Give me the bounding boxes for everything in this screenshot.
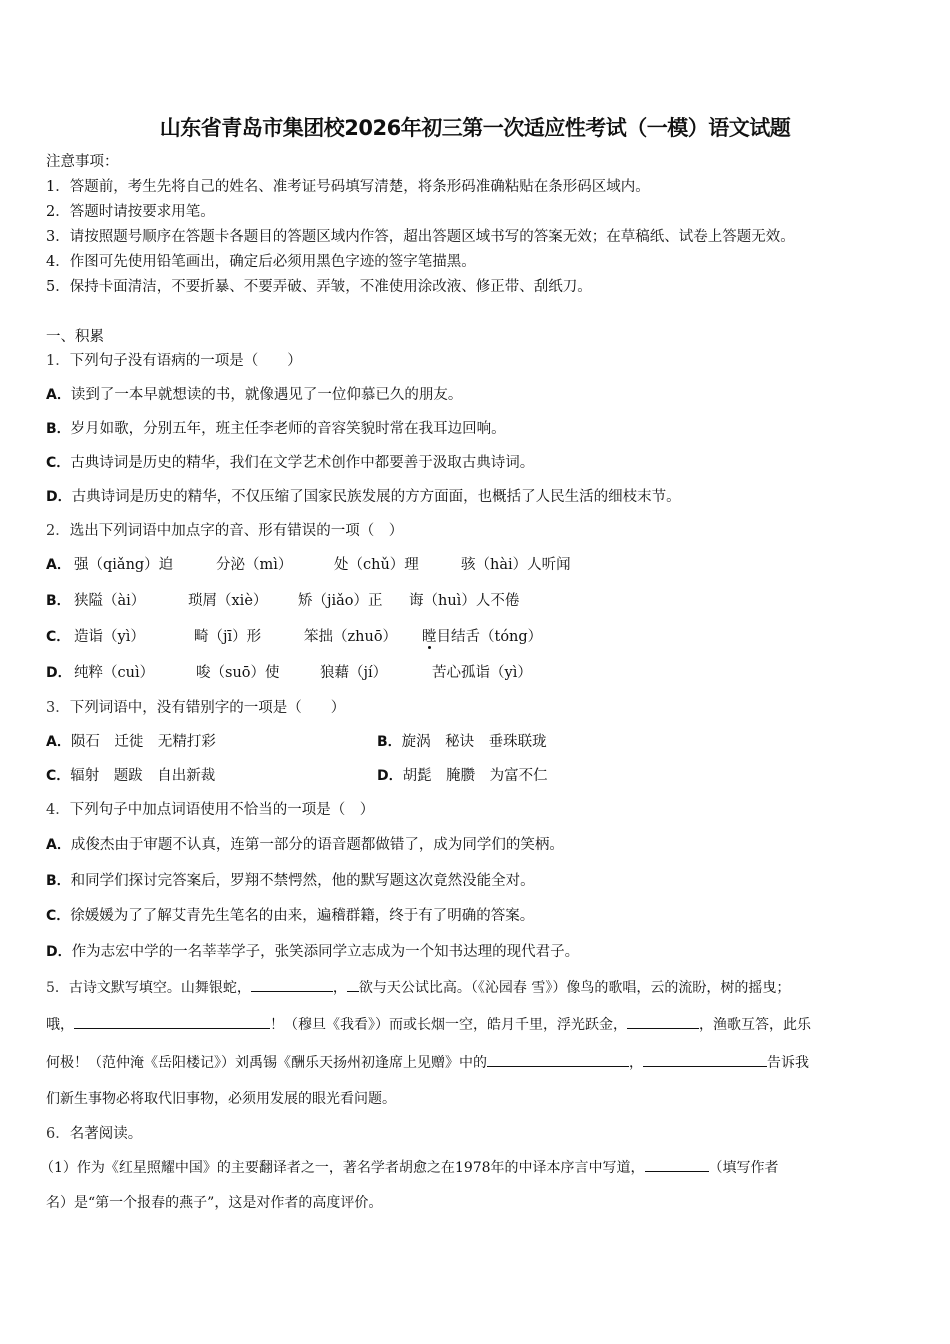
option-text: 古典诗词是历史的精华，我们在文学艺术创作中都要善于汲取古典诗词。 <box>70 455 535 471</box>
option-label: A． <box>46 837 71 853</box>
option-label: B． <box>46 873 71 889</box>
answer-blank[interactable] <box>347 977 359 992</box>
option-label: C． <box>46 629 71 645</box>
question-1-option-c <box>46 453 534 473</box>
option-word: 苦心孤诣（yì） <box>432 665 532 681</box>
option-word: 诲（huì）人不倦 <box>409 593 520 609</box>
question-4-option-c <box>46 906 534 926</box>
notice-item: 2．答题时请按要求用笔。 <box>46 204 215 220</box>
question-number: 1． <box>46 353 70 369</box>
question-6-line-2: 名）是“第一个报春的燕子”，这是对作者的高度评价。 <box>46 1195 383 1211</box>
question-number: 2． <box>46 523 70 539</box>
option-label: D． <box>46 665 72 681</box>
question-text: 选出下列词语中加点字的音、形有错误的一项（ ） <box>69 523 404 539</box>
question-6-stem <box>46 1124 142 1144</box>
option-word: 笨拙（zhuō） <box>304 629 398 645</box>
option-text: 和同学们探讨完答案后，罗翔不禁愕然，他的默写题这次竟然没能全对。 <box>70 873 535 889</box>
question-5-line-4: 们新生事物必将取代旧事物，必须用发展的眼光看问题。 <box>46 1091 396 1107</box>
answer-blank[interactable] <box>251 977 333 992</box>
question-text: 名著阅读。 <box>69 1126 143 1142</box>
option-word: 骇（hài）人听闻 <box>461 557 571 573</box>
question-4-option-d <box>46 942 579 962</box>
answer-blank[interactable] <box>627 1014 699 1029</box>
option-text: 作为志宏中学的一名莘莘学子，张笑添同学立志成为一个知书达理的现代君子。 <box>71 944 580 960</box>
option-word: 造诣（yì） <box>74 629 145 645</box>
question-5-line-2: 哦， ！（穆旦《我看》）而或长烟一空，皓月千里，浮光跃金， ，渔歌互答，此乐 <box>46 1014 811 1035</box>
option-word: 分泌（mì） <box>216 557 293 573</box>
notice-item: 4．作图可先使用铅笔画出，确定后必须用黑色字迹的签字笔描黑。 <box>46 254 476 270</box>
section-heading: 一、积累 <box>46 329 104 345</box>
option-word: 矫（jiǎo）正 <box>298 593 383 609</box>
question-number: 4． <box>46 802 70 818</box>
option-word-rest: 目结舌（tóng） <box>436 629 543 645</box>
option-text: 岁月如歌，分别五年，班主任李老师的音容笑貌时常在我耳边回响。 <box>70 421 506 437</box>
question-text: 下列句子中加点词语使用不恰当的一项是（ ） <box>69 802 375 818</box>
question-1-option-d <box>46 487 681 507</box>
answer-blank[interactable] <box>643 1052 767 1067</box>
option-text: 古典诗词是历史的精华，不仅压缩了国家民族发展的方方面面，也概括了人民生活的细枝末节。 <box>71 489 681 505</box>
question-4-stem <box>46 800 374 820</box>
option-label: D． <box>46 489 72 505</box>
question-text: 下列词语中，没有错别字的一项是（ ） <box>69 700 346 716</box>
answer-blank[interactable] <box>645 1157 709 1172</box>
page-title: 山东省青岛市集团校2026年初三第一次适应性考试（一模）语文试题 <box>159 116 791 140</box>
question-number: 5． <box>46 980 69 996</box>
question-3-option-a: A．陨石 迁徙 无精打彩 <box>46 734 216 750</box>
option-label: A． <box>46 387 71 403</box>
option-label: A． <box>46 557 71 573</box>
option-word: 唆（suō）使 <box>196 665 280 681</box>
notice-item: 1．答题前，考生先将自己的姓名、准考证号码填写清楚，将条形码准确粘贴在条形码区域内。 <box>46 179 650 195</box>
question-3-option-d: D．胡髭 腌臜 为富不仁 <box>377 768 548 784</box>
emphasis-dot-char: 瞠 <box>422 629 437 645</box>
question-3-stem <box>46 698 345 718</box>
option-text: 徐媛媛为了了解艾青先生笔名的由来，遍稽群籍，终于有了明确的答案。 <box>70 908 535 924</box>
option-label: D． <box>46 944 72 960</box>
question-2-stem <box>46 521 403 541</box>
notice-heading: 注意事项： <box>46 154 119 170</box>
question-number: 6． <box>46 1126 70 1142</box>
option-text: 成俊杰由于审题不认真，连第一部分的语音题都做错了，成为同学们的笑柄。 <box>70 837 564 853</box>
option-word <box>422 627 542 647</box>
notice-item: 3．请按照题号顺序在答题卡各题目的答题区域内作答，超出答题区域书写的答案无效；在草稿纸、试卷上答题无效。 <box>46 229 795 245</box>
option-word: 强（qiǎng）迫 <box>74 557 174 573</box>
question-1-option-a <box>46 385 462 405</box>
question-5-line-3: 何极！（范仲淹《岳阳楼记》）刘禹锡《酬乐天扬州初逢席上见赠》中的 ， 告诉我 <box>46 1052 809 1073</box>
option-word: 处（chǔ）理 <box>334 557 419 573</box>
question-6-line-1: （1）作为《红星照耀中国》的主要翻译者之一，著名学者胡愈之在1978年的中译本序言中写道， （填写作者 <box>40 1157 779 1178</box>
question-3-option-c: C．辐射 题跋 自出新裁 <box>46 768 216 784</box>
option-label: B． <box>46 593 71 609</box>
question-1-stem <box>46 351 302 371</box>
option-text: 读到了一本早就想读的书，就像遇见了一位仰慕已久的朋友。 <box>70 387 463 403</box>
option-word: 狼藉（jí） <box>320 665 388 681</box>
question-text: 下列句子没有语病的一项是（ ） <box>69 353 302 369</box>
answer-blank[interactable] <box>74 1014 270 1029</box>
question-4-option-a <box>46 835 564 855</box>
question-number: 3． <box>46 700 70 716</box>
notice-item: 5．保持卡面清洁，不要折暴、不要弄破、弄皱，不准使用涂改液、修正带、刮纸刀。 <box>46 279 592 295</box>
question-5-line-1: 5．古诗文默写填空。山舞银蛇， ， 欲与天公试比高。（《沁园春 雪》）像鸟的歌唱，云的流盼，树的摇曳； <box>46 977 790 998</box>
option-label: B． <box>46 421 71 437</box>
option-word: 畸（jī）形 <box>194 629 262 645</box>
option-label: C． <box>46 455 71 471</box>
option-label: C． <box>46 908 71 924</box>
answer-blank[interactable] <box>487 1052 629 1067</box>
question-1-option-b <box>46 419 506 439</box>
option-word: 纯粹（cuì） <box>74 665 155 681</box>
question-3-option-b: B．旋涡 秘诀 垂珠联珑 <box>377 734 547 750</box>
option-word: 琐屑（xiè） <box>188 593 268 609</box>
question-4-option-b <box>46 871 535 891</box>
option-word: 狭隘（ài） <box>74 593 146 609</box>
